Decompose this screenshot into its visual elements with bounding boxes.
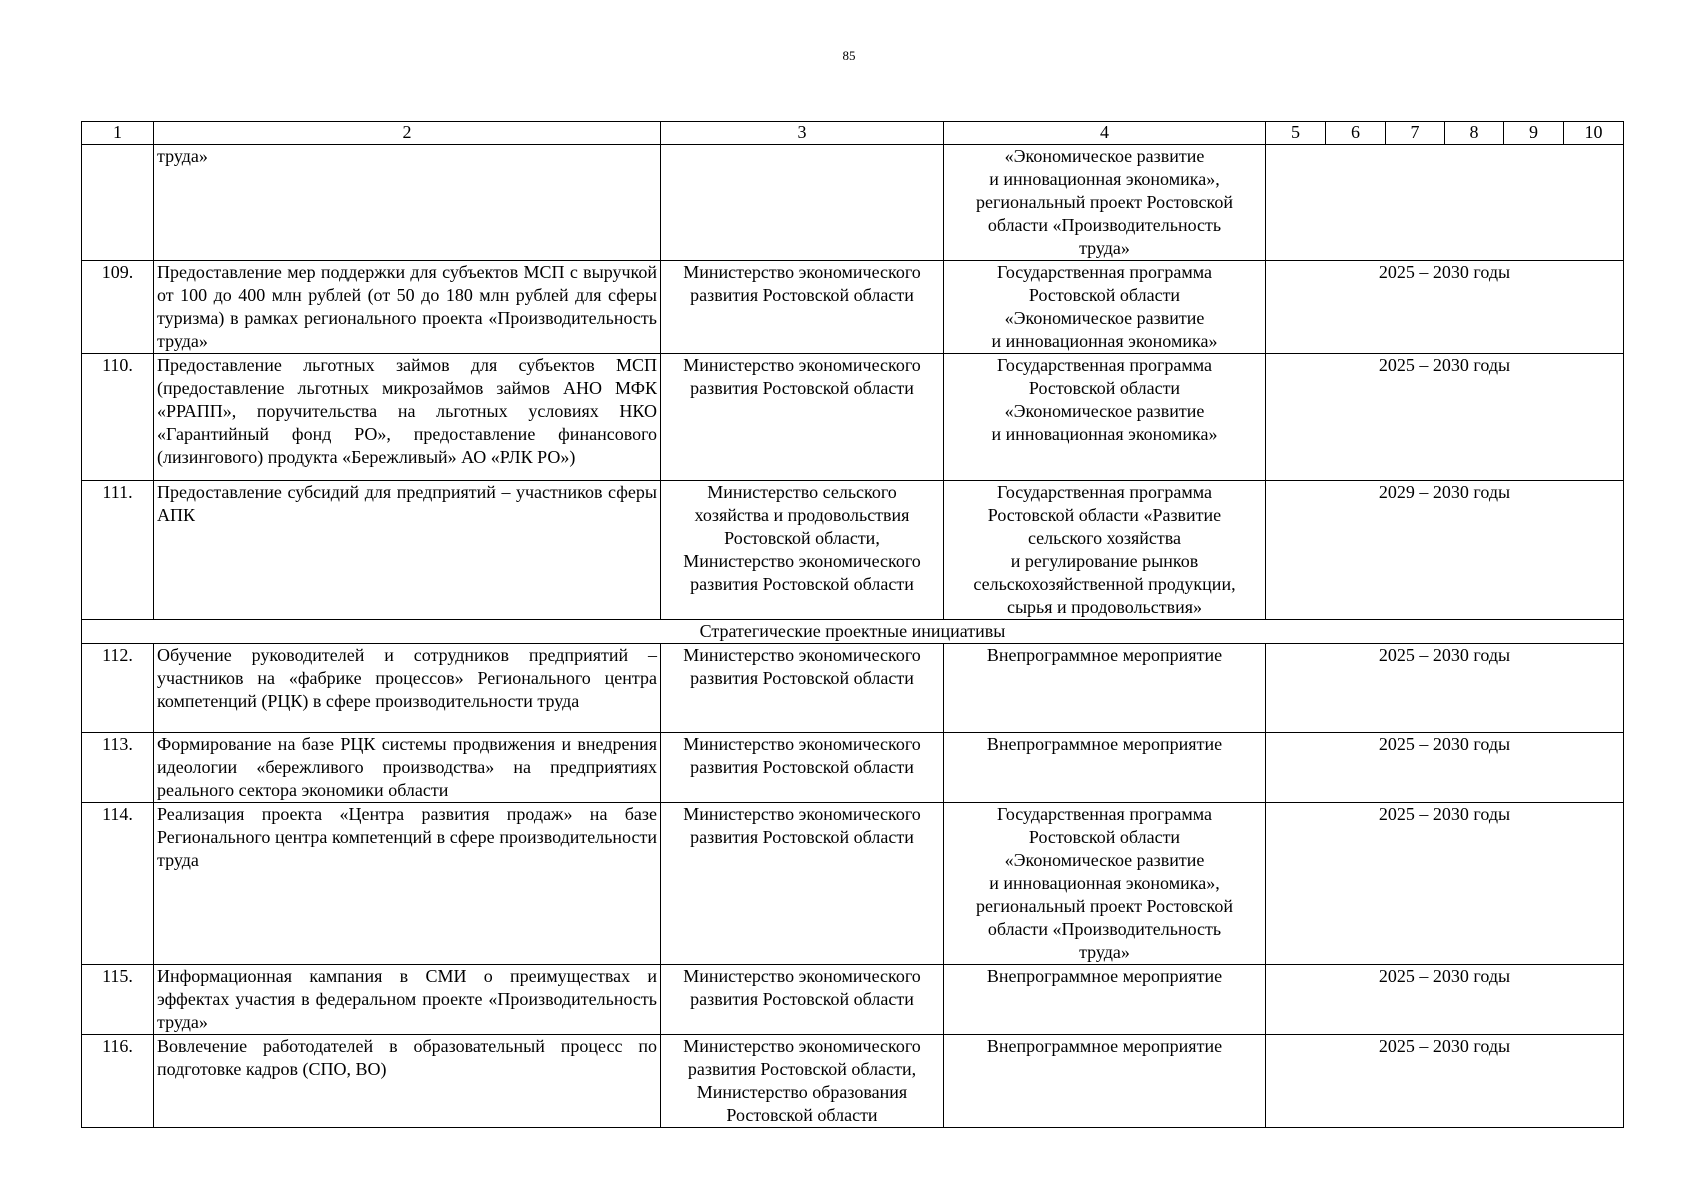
executor-line: Министерство экономического	[683, 262, 921, 282]
header-cell: 9	[1504, 122, 1564, 145]
table-row	[82, 733, 1624, 803]
program-line: Ростовской области	[1028, 378, 1181, 398]
row-number-cell: 114.	[82, 803, 154, 965]
executor-line: развития Ростовской области	[690, 285, 914, 305]
program-cell	[944, 145, 1266, 261]
header-cell: 7	[1386, 122, 1445, 145]
executor-line: развития Ростовской области	[690, 757, 914, 777]
executor-cell	[661, 965, 944, 1035]
program-line: сельского хозяйства	[1027, 528, 1182, 548]
measure-name-cell: Информационная кампания в СМИ о преимуществах и эффектах участия в федеральном проекте «Производительность труда»	[154, 965, 661, 1035]
header-cell: 2	[154, 122, 661, 145]
page-number: 85	[842, 48, 856, 63]
row-number-cell: 113.	[82, 733, 154, 803]
executor-cell	[661, 354, 944, 481]
header-cell: 8	[1445, 122, 1504, 145]
measure-name-cell: Реализация проекта «Центра развития продаж» на базе Регионального центра компетенций в сфере производительности труда	[154, 803, 661, 965]
executor-line: Ростовской области	[726, 1105, 878, 1125]
continuation-row	[82, 145, 1624, 261]
executor-cell	[661, 145, 944, 261]
executor-line: Министерство экономического	[683, 355, 921, 375]
measure-name-cell: Обучение руководителей и сотрудников предприятий – участников на «фабрике процессов» Регионального центра компетенций (РЦК) в сфере производительности труда	[154, 644, 661, 733]
program-cell	[944, 261, 1266, 354]
table-row	[82, 644, 1624, 733]
program-line: и инновационная экономика»	[991, 331, 1218, 351]
executor-line: развития Ростовской области	[690, 668, 914, 688]
measure-name-cell: Предоставление льготных займов для субъектов МСП (предоставление льготных микрозаймов займов АНО МФК «РРАПП», поручительства на льготных условиях НКО «Гарантийный фонд РО», предоставление финансового (лизингового) продукта «Бережливый» АО «РЛК РО»)	[154, 354, 661, 481]
program-line: Внепрограммное мероприятие	[986, 966, 1223, 986]
program-line: и инновационная экономика»	[991, 424, 1218, 444]
program-line: Ростовской области	[1028, 827, 1181, 847]
program-line: Ростовской области	[1028, 285, 1181, 305]
period-cell: 2025 – 2030 годы	[1266, 354, 1624, 481]
program-cell	[944, 733, 1266, 803]
executor-cell	[661, 261, 944, 354]
program-line: региональный проект Ростовской	[975, 896, 1234, 916]
program-line: области «Производительность	[987, 215, 1222, 235]
section-title: Стратегические проектные инициативы	[82, 620, 1624, 644]
executor-cell	[661, 644, 944, 733]
program-line: труда»	[1079, 942, 1130, 962]
executor-line: Министерство экономического	[683, 804, 921, 824]
period-cell: 2029 – 2030 годы	[1266, 481, 1624, 620]
table-row	[82, 1035, 1624, 1128]
program-line: «Экономическое развитие	[1004, 146, 1205, 166]
executor-line: Министерство экономического	[683, 966, 921, 986]
row-number-cell: 109.	[82, 261, 154, 354]
header-row	[82, 122, 1624, 145]
row-number-cell: 112.	[82, 644, 154, 733]
executor-cell	[661, 733, 944, 803]
program-cell	[944, 644, 1266, 733]
header-cell: 4	[944, 122, 1266, 145]
measure-name-cell: Предоставление мер поддержки для субъектов МСП с выручкой от 100 до 400 млн рублей (от 50 до 180 млн рублей для сферы туризма) в рамках регионального проекта «Производительность труда»	[154, 261, 661, 354]
row-number-cell: 115.	[82, 965, 154, 1035]
program-line: «Экономическое развитие	[1004, 401, 1205, 421]
program-line: «Экономическое развитие	[1004, 850, 1205, 870]
measure-name-cell: труда»	[154, 145, 661, 261]
executor-line: развития Ростовской области	[690, 827, 914, 847]
program-line: и регулирование рынков	[1010, 551, 1199, 571]
program-line: области «Производительность	[987, 919, 1222, 939]
period-cell: 2025 – 2030 годы	[1266, 733, 1624, 803]
program-line: «Экономическое развитие	[1004, 308, 1205, 328]
program-cell	[944, 1035, 1266, 1128]
measure-name-cell: Предоставление субсидий для предприятий – участников сферы АПК	[154, 481, 661, 620]
program-line: Государственная программа	[997, 804, 1212, 824]
period-cell: 2025 – 2030 годы	[1266, 803, 1624, 965]
program-line: Государственная программа	[997, 355, 1212, 375]
executor-line: развития Ростовской области,	[687, 1059, 917, 1079]
program-cell	[944, 965, 1266, 1035]
period-cell: 2025 – 2030 годы	[1266, 965, 1624, 1035]
program-line: Внепрограммное мероприятие	[986, 1036, 1223, 1056]
program-cell	[944, 803, 1266, 965]
period-cell: 2025 – 2030 годы	[1266, 261, 1624, 354]
executor-line: Министерство экономического	[683, 1036, 921, 1056]
table-row	[82, 261, 1624, 354]
row-number-cell: 116.	[82, 1035, 154, 1128]
program-line: труда»	[1079, 238, 1130, 258]
executor-cell	[661, 803, 944, 965]
row-number-cell	[82, 145, 154, 261]
period-cell	[1266, 145, 1624, 261]
period-cell: 2025 – 2030 годы	[1266, 644, 1624, 733]
program-line: сырья и продовольствия»	[1006, 597, 1203, 617]
row-number-cell: 110.	[82, 354, 154, 481]
header-cell: 6	[1326, 122, 1386, 145]
executor-line: развития Ростовской области	[690, 378, 914, 398]
program-line: и инновационная экономика»,	[989, 873, 1220, 893]
executor-line: Министерство образования	[696, 1082, 908, 1102]
program-line: Государственная программа	[997, 262, 1212, 282]
header-cell: 1	[82, 122, 154, 145]
program-line: сельскохозяйственной продукции,	[973, 574, 1236, 594]
executor-line: Министерство экономического	[683, 551, 921, 571]
table-row	[82, 965, 1624, 1035]
executor-line: развития Ростовской области	[690, 574, 914, 594]
section-row	[82, 620, 1624, 644]
period-cell: 2025 – 2030 годы	[1266, 1035, 1624, 1128]
program-cell	[944, 354, 1266, 481]
program-line: Государственная программа	[997, 482, 1212, 502]
program-line: Внепрограммное мероприятие	[986, 645, 1223, 665]
measure-name-cell: Вовлечение работодателей в образовательный процесс по подготовке кадров (СПО, ВО)	[154, 1035, 661, 1128]
header-cell: 5	[1266, 122, 1326, 145]
table-row	[82, 481, 1624, 620]
executor-line: Министерство экономического	[683, 734, 921, 754]
header-cell: 3	[661, 122, 944, 145]
row-number-cell: 111.	[82, 481, 154, 620]
program-line: и инновационная экономика»,	[989, 169, 1220, 189]
table-row	[82, 803, 1624, 965]
program-line: Внепрограммное мероприятие	[986, 734, 1223, 754]
header-cell: 10	[1564, 122, 1624, 145]
table-row	[82, 354, 1624, 481]
program-line: Ростовской области «Развитие	[987, 505, 1222, 525]
executor-cell	[661, 481, 944, 620]
measures-table	[81, 121, 1624, 1128]
executor-line: Министерство экономического	[683, 645, 921, 665]
executor-line: хозяйства и продовольствия	[694, 505, 910, 525]
measure-name-cell: Формирование на базе РЦК системы продвижения и внедрения идеологии «бережливого производства» на предприятиях реального сектора экономики области	[154, 733, 661, 803]
program-line: региональный проект Ростовской	[975, 192, 1234, 212]
executor-line: Министерство сельского	[707, 482, 897, 502]
executor-cell	[661, 1035, 944, 1128]
executor-line: Ростовской области,	[724, 528, 880, 548]
executor-line: развития Ростовской области	[690, 989, 914, 1009]
program-cell	[944, 481, 1266, 620]
